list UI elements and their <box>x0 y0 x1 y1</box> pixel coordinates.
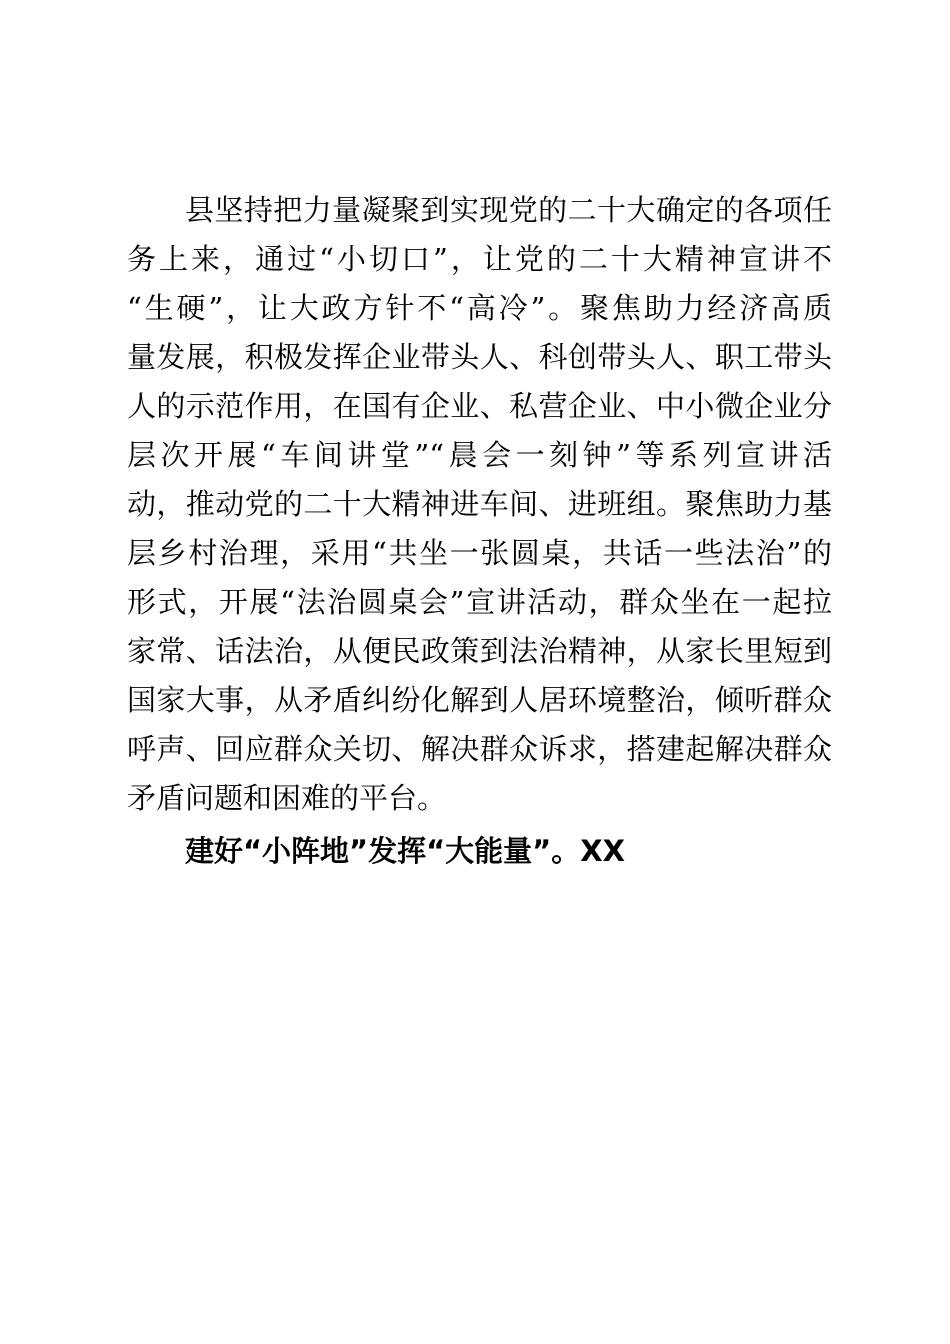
paragraph-line: “生硬”，让大政方针不“高冷”。聚焦助力经济高质 <box>127 291 832 325</box>
paragraph-line: 层乡村治理，采用“共坐一张圆桌，共话一些法治”的 <box>127 536 832 570</box>
paragraph-line: 层次开展“车间讲堂”“晨会一刻钟”等系列宣讲活 <box>127 438 832 472</box>
paragraph-line: 人的示范作用，在国有企业、私营企业、中小微企业分 <box>127 389 832 423</box>
section-heading: 建好“小阵地”发挥“大能量”。XX <box>185 834 625 868</box>
paragraph-line: 形式，开展“法治圆桌会”宣讲活动，群众坐在一起拉 <box>127 585 832 619</box>
paragraph-line: 国家大事，从矛盾纠纷化解到人居环境整治，倾听群众 <box>127 683 832 717</box>
document-body <box>127 186 832 876</box>
paragraph-line: 呼声、回应群众关切、解决群众诉求，搭建起解决群众 <box>127 732 832 766</box>
paragraph-line: 矛盾问题和困难的平台。 <box>127 781 447 815</box>
paragraph-line: 家常、话法治，从便民政策到法治精神，从家长里短到 <box>127 634 832 668</box>
paragraph-line: 动，推动党的二十大精神进车间、进班组。聚焦助力基 <box>127 487 832 521</box>
paragraph-line: 量发展，积极发挥企业带头人、科创带头人、职工带头 <box>127 340 832 374</box>
paragraph-line: 县坚持把力量凝聚到实现党的二十大确定的各项任 <box>185 193 832 227</box>
paragraph-line: 务上来，通过“小切口”，让党的二十大精神宣讲不 <box>127 242 832 276</box>
